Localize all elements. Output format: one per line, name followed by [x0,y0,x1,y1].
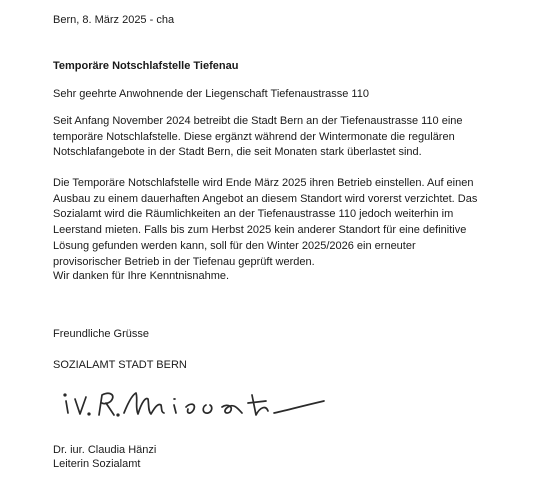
subject-heading: Temporäre Notschlafstelle Tiefenau [53,60,239,72]
paragraph-line: Notschlafangebote in der Stadt Bern, die seit Monaten stark überlastet sind. [53,146,422,159]
paragraph-closure [53,176,477,270]
handwritten-signature [62,385,332,421]
paragraph-line: Leerstand mieten. Falls bis zum Herbst 2025 kein anderer Standort für eine definitive [53,224,467,237]
paragraph-line: provisorischer Betrieb in der Tiefenau geprüft werden. [53,255,315,268]
date-line: Bern, 8. März 2025 - cha [53,14,175,26]
organization-name: SOZIALAMT STADT BERN [53,359,187,371]
signer-title: Leiterin Sozialamt [53,458,141,470]
paragraph-intro [53,114,463,161]
thanks-line: Wir danken für Ihre Kenntnisnahme. [53,270,230,282]
closing-greeting: Freundliche Grüsse [53,328,149,340]
paragraph-line: temporäre Notschlafstelle. Diese ergänzt während der Wintermonate die regulären [53,130,455,143]
paragraph-line: Sozialamt wird die Räumlichkeiten an der Tiefenaustrasse 110 jedoch weiterhin im [53,208,454,221]
salutation: Sehr geehrte Anwohnende der Liegenschaft Tiefenaustrasse 110 [53,88,369,100]
paragraph-line: Lösung gefunden werden kann, soll für den Winter 2025/2026 ein erneuter [53,239,416,252]
signer-name: Dr. iur. Claudia Hänzi [53,444,157,456]
paragraph-line: Ausbau zu einem dauerhaften Angebot an diesem Standort wird vorerst verzichtet. Das [53,192,478,205]
paragraph-line: Die Temporäre Notschlafstelle wird Ende März 2025 ihren Betrieb einstellen. Auf einen [53,177,474,189]
paragraph-line: Seit Anfang November 2024 betreibt die Stadt Bern an der Tiefenaustrasse 110 eine [53,115,463,127]
